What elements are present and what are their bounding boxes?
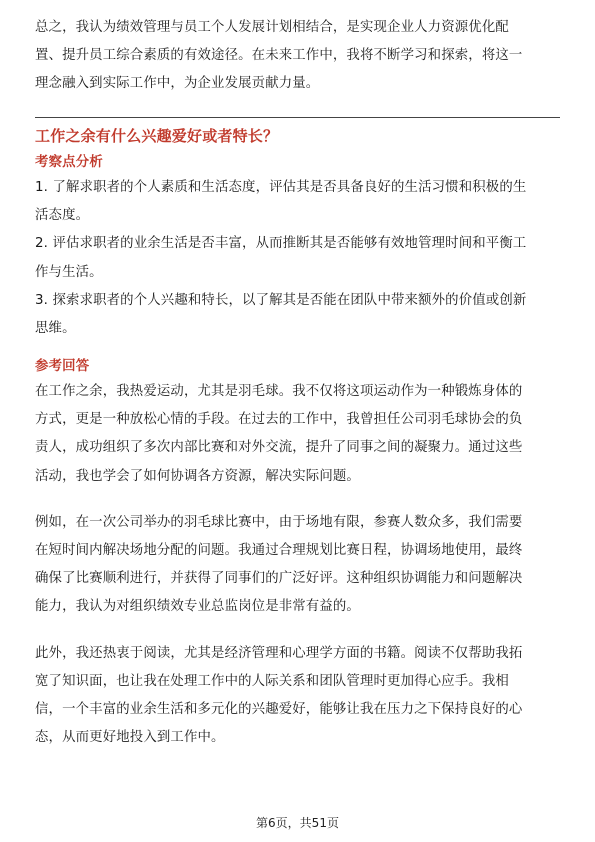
- paragraph-gap: [35, 491, 560, 509]
- text-line: 在工作之余，我热爱运动，尤其是羽毛球。我不仅将这项运动作为一种锻炼身体的: [35, 384, 523, 399]
- text-line: 例如，在一次公司举办的羽毛球比赛中，由于场地有限，参赛人数众多，我们需要: [35, 514, 523, 530]
- text-line: 责人，成功组织了多次内部比赛和对外交流，提升了同事之间的凝聚力。通过这些: [35, 440, 523, 456]
- analysis-label: 考察点分析: [35, 155, 103, 170]
- text-line: 3. 探索求职者的个人兴趣和特长，以了解其是否能在团队中带来额外的价值或创新: [35, 292, 527, 308]
- answer-paragraph-3: [35, 640, 560, 753]
- section-divider: [35, 117, 560, 118]
- text-line: 思维。: [35, 321, 76, 337]
- analysis-section: [35, 152, 560, 343]
- answer-label: 参考回答: [35, 359, 90, 374]
- page-number: 第6页，共51页: [256, 816, 339, 830]
- text-line: 宽了知识面，也让我在处理工作中的人际关系和团队管理时更加得心应手。我相: [35, 673, 509, 689]
- text-line: 态，从而更好地投入到工作中。: [35, 730, 225, 746]
- text-line: 方式，更是一种放松心情的手段。在过去的工作中，我曾担任公司羽毛球协会的负: [35, 412, 523, 428]
- analysis-item-3: [35, 287, 560, 343]
- answer-paragraph-2: [35, 509, 560, 622]
- text-line: 总之，我认为绩效管理与员工个人发展计划相结合，是实现企业人力资源优化配: [35, 20, 509, 35]
- text-line: 1. 了解求职者的个人素质和生活态度，评估其是否具备良好的生活习惯和积极的生: [35, 180, 527, 195]
- text-line: 确保了比赛顺利进行，并获得了同事们的广泛好评。这种组织协调能力和问题解决: [35, 571, 523, 587]
- analysis-item-1: [35, 174, 560, 230]
- analysis-item-2: [35, 230, 560, 286]
- answer-paragraph-1: [35, 378, 560, 491]
- text-line: 2. 评估求职者的业余生活是否丰富，从而推断其是否能够有效地管理时间和平衡工: [35, 236, 527, 252]
- intro-section: [35, 14, 560, 98]
- question-title: 工作之余有什么兴趣爱好或者特长？: [35, 127, 279, 145]
- text-line: 在短时间内解决场地分配的问题。我通过合理规划比赛日程，协调场地使用，最终: [35, 543, 523, 559]
- answer-section: [35, 356, 560, 752]
- text-line: 置、提升员工综合素质的有效途径。在未来工作中，我将不断学习和探索，将这一: [35, 48, 523, 63]
- intro-paragraph: [35, 14, 560, 98]
- text-line: 活动，我也学会了如何协调各方资源，解决实际问题。: [35, 468, 360, 484]
- text-line: 理念融入到实际工作中，为企业发展贡献力量。: [35, 76, 320, 91]
- text-line: 信，一个丰富的业余生活和多元化的兴趣爱好，能够让我在压力之下保持良好的心: [35, 702, 523, 718]
- paragraph-gap: [35, 622, 560, 640]
- text-line: 此外，我还热衷于阅读，尤其是经济管理和心理学方面的书籍。阅读不仅帮助我拓: [35, 645, 523, 661]
- text-line: 能力，我认为对组织绩效专业总监岗位是非常有益的。: [35, 599, 360, 615]
- text-line: 作与生活。: [35, 264, 103, 280]
- text-line: 活态度。: [35, 208, 90, 224]
